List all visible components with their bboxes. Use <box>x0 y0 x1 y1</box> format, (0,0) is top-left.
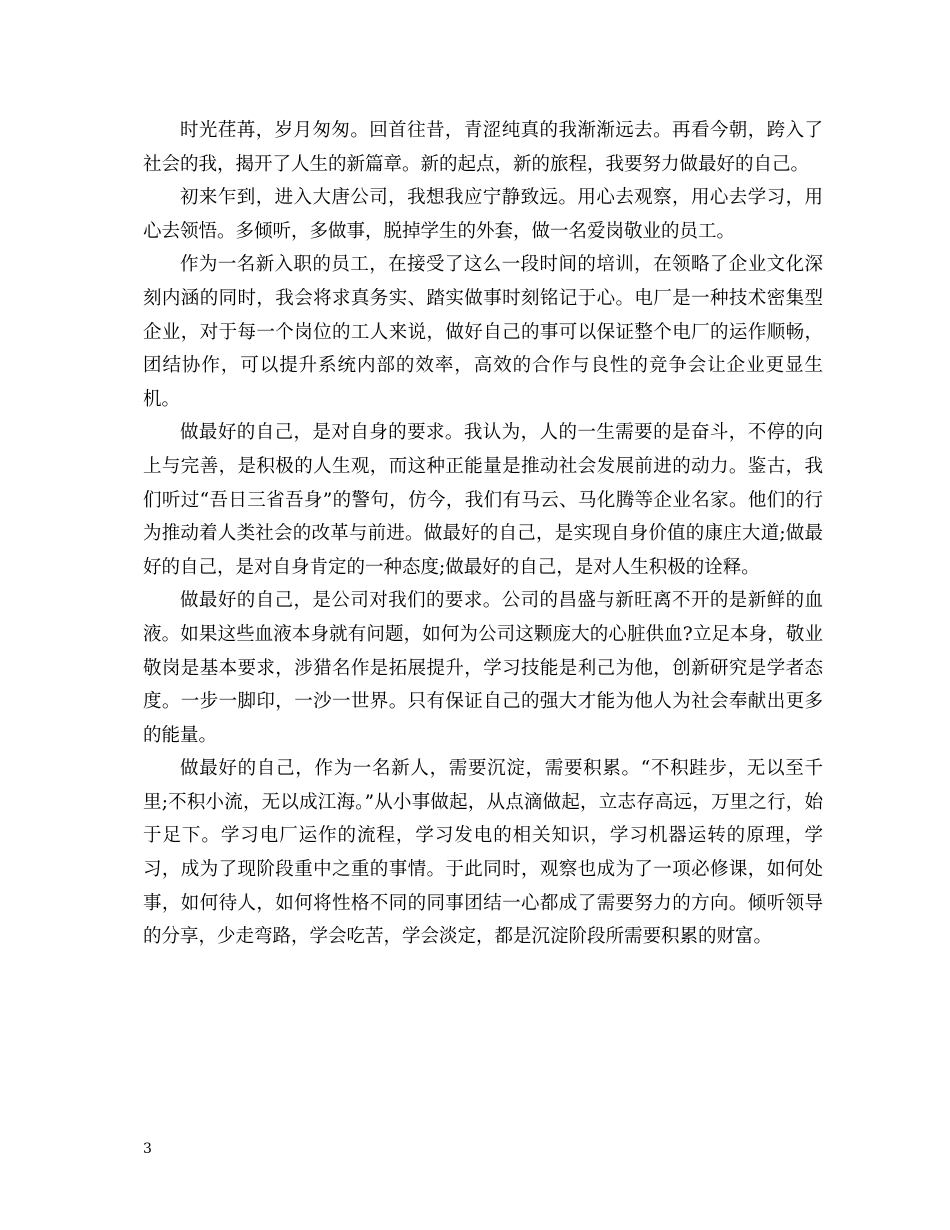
paragraph-2: 初来乍到，进入大唐公司，我想我应宁静致远。用心去观察，用心去学习，用心去领悟。多倾听，多做事，脱掉学生的外套，做一名爱岗敬业的员工。 <box>143 187 823 242</box>
page-number: 3 <box>143 1141 152 1157</box>
paragraph-1: 时光荏苒，岁月匆匆。回首往昔，青涩纯真的我渐渐远去。再看今朝，跨入了社会的我，揭开了人生的新篇章。新的起点，新的旅程，我要努力做最好的自己。 <box>143 120 823 175</box>
paragraph-3: 作为一名新入职的员工，在接受了这么一段时间的培训，在领略了企业文化深刻内涵的同时，我会将求真务实、踏实做事时刻铭记于心。电厂是一种技术密集型企业，对于每一个岗位的工人来说，做好自己的事可以保证整个电厂的运作顺畅，团结协作，可以提升系统内部的效率，高效的合作与良性的竞争会让企业更显生机。 <box>143 254 823 410</box>
paragraph-4: 做最好的自己，是对自身的要求。我认为，人的一生需要的是奋斗，不停的向上与完善，是积极的人生观，而这种正能量是推动社会发展前进的动力。鉴古，我们听过“吾日三省吾身”的警句，仿今，我们有马云、马化腾等企业名家。他们的行为推动着人类社会的改革与前进。做最好的自己，是实现自身价值的康庄大道;做最好的自己，是对自身肯定的一种态度;做最好的自己，是对人生积极的诠释。 <box>143 422 823 578</box>
paragraph-5: 做最好的自己，是公司对我们的要求。公司的昌盛与新旺离不开的是新鲜的血液。如果这些血液本身就有问题，如何为公司这颗庞大的心脏供血?立足本身，敬业敬岗是基本要求，涉猎名作是拓展提升，学习技能是利己为他，创新研究是学者态度。一步一脚印，一沙一世界。只有保证自己的强大才能为他人为社会奉献出更多的能量。 <box>143 590 823 746</box>
paragraph-6: 做最好的自己，作为一名新人，需要沉淀，需要积累。“不积跬步，无以至千里;不积小流，无以成江海。”从小事做起，从点滴做起，立志存高远，万里之行，始于足下。学习电厂运作的流程，学习发电的相关知识，学习机器运转的原理，学习，成为了现阶段重中之重的事情。于此同时，观察也成为了一项必修课，如何处事，如何待人，如何将性格不同的同事团结一心都成了需要努力的方向。倾听领导的分享，少走弯路，学会吃苦，学会淡定，都是沉淀阶段所需要积累的财富。 <box>143 758 823 948</box>
document-body <box>143 114 823 954</box>
